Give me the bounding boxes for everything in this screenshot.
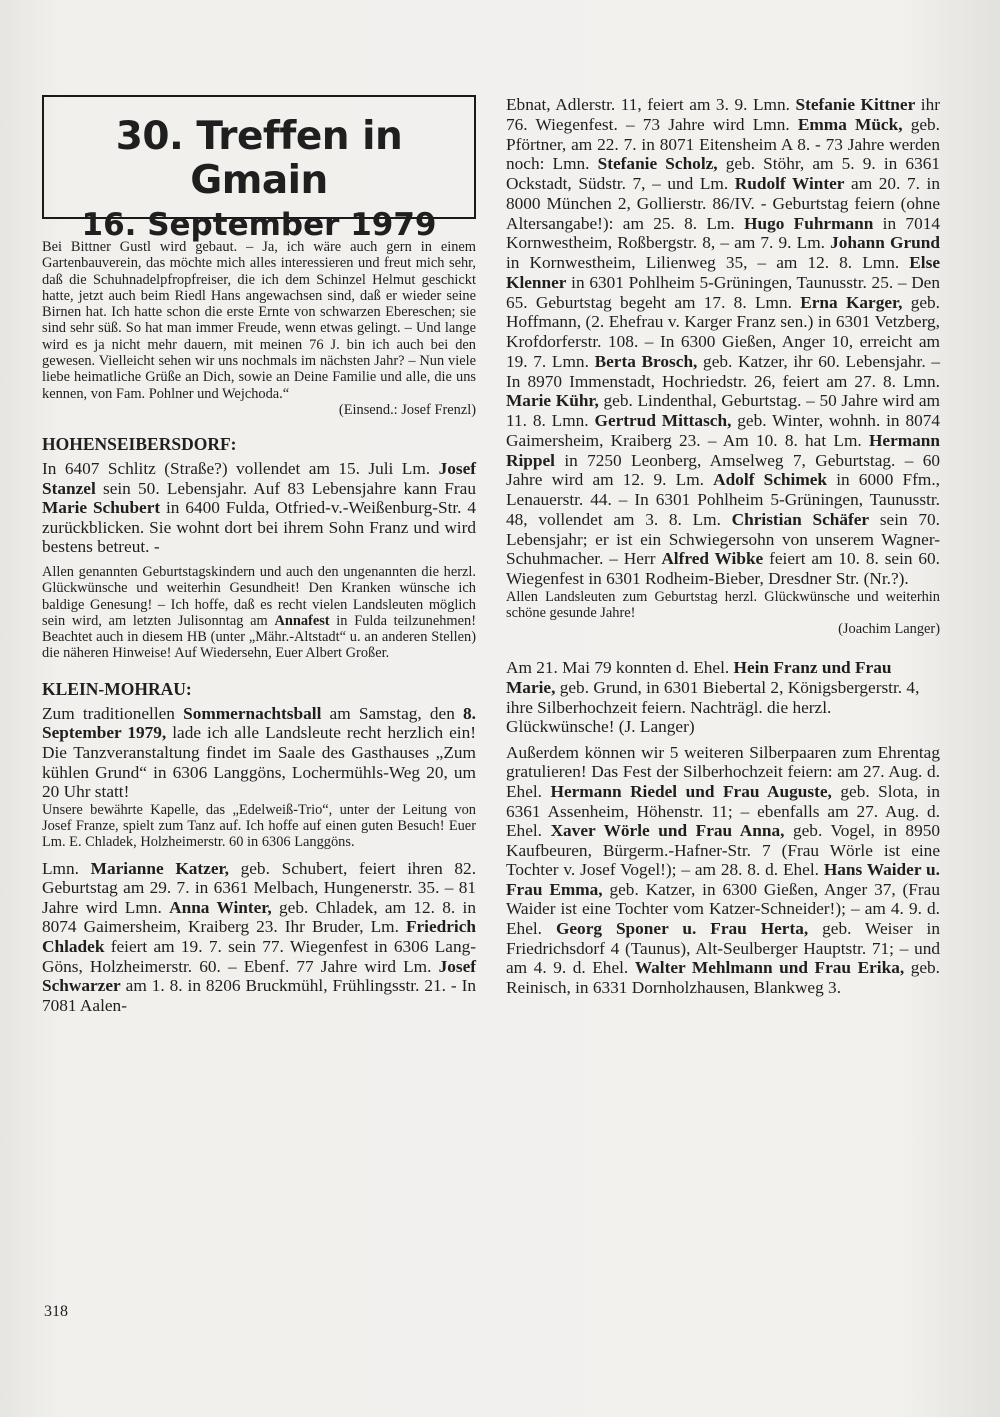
birthday-greeting: Allen Landsleuten zum Geburtstag herzl. Glückwünsche und weiterhin schöne gesunde Jahre! bbox=[506, 588, 940, 622]
klein-mohrau-band-note: Unsere bewährte Kapelle, das „Edelweiß-Trio“, unter der Leitung von Josef Franze, spielt zum Tanz auf. Ich hoffe auf einen guten Besuch! Euer Lm. E. Chladek, Holzheimerstr. 60 in 6306 Langgöns. bbox=[42, 801, 476, 851]
person-name: Josef Stanzel bbox=[42, 458, 476, 498]
birthday-signature: (Joachim Langer) bbox=[838, 621, 940, 638]
silver-wedding-hein: Am 21. Mai 79 konnten d. Ehel. Hein Franz und Frau Marie, geb. Grund, in 6301 Biebertal 2, Königsbergerstr. 4, ihre Silberhochzeit feiern. Nachträgl. die herzl. Glückwünsche! (J. Langer) bbox=[506, 658, 920, 737]
left-column bbox=[42, 95, 476, 1015]
hohenseibersdorf-greetings: Allen genannten Geburtstagskindern und auch den ungenannten die herzl. Glückwünsche und weiterhin Gesundheit! Den Kranken wünsche ich baldige Genesung! – Ich hoffe, daß es recht vielen Landsleuten möglich sein wird, am letzten Julisonntag am Annafest in Fulda teilzunehmen! Beachtet auch in diesem HB (unter „Mähr.-Altstadt“ u. an anderen Stellen) die näheren Hinweise! Auf Wiedersehn, Euer Albert Großer. bbox=[42, 563, 476, 662]
right-column bbox=[506, 95, 940, 997]
section-heading-klein-mohrau: KLEIN-MOHRAU: bbox=[42, 678, 192, 699]
event-name: Sommernachtsball bbox=[183, 703, 322, 723]
klein-mohrau-invitation: Zum traditionellen Sommernachtsball am Samstag, den 8. September 1979, lade ich alle Landsleute recht herzlich ein! Die Tanzveranstaltung findet im Saale des Gasthauses „Zum kühlen Grund“ in 6306 Langgöns, Lochermühls-Weg 20, um 20 Uhr statt! bbox=[42, 703, 476, 802]
intro-letter: Bei Bittner Gustl wird gebaut. – Ja, ich wäre auch gern in einem Gartenbauverein, das möchte mich alles interessieren und freut mich sehr, daß die Schuhnadelpfropfreiser, die ich dem Schinzel Helmut geschickt hatte, jetzt auch beim Riedl Hans angewachsen sind, daß er wieder seine Birnen hat. Ich hatte schon die erste Ernte von schwarzen Ebereschen; sie sind sehr süß. So hat man immer Freude, wenn etwas gelingt. – Und lange wird es ja nicht mehr dauern, mit meinen 76 J. bin ich auch bei den gewesen. Vielleicht sehen wir uns nochmals im nächsten Jahr? – Nun viele liebe heimatliche Grüße an Dich, sowie an Deine Familie und alle, die uns kennen, von Fam. Pohlner und Wejchoda.“ bbox=[42, 239, 476, 402]
headline-date: 16. September 1979 bbox=[81, 207, 437, 243]
headline-box bbox=[42, 95, 476, 243]
section-heading-hohenseibersdorf: HOHENSEIBERSDORF: bbox=[42, 433, 237, 454]
intro-signature: (Einsend.: Josef Frenzl) bbox=[338, 401, 476, 418]
headline-title: 30. Treffen in Gmain bbox=[115, 114, 403, 203]
page-number: 318 bbox=[44, 1303, 68, 1320]
event-name: Annafest bbox=[274, 612, 330, 629]
silver-wedding-list: Außerdem können wir 5 weiteren Silberpaaren zum Ehrentag gratulieren! Das Fest der Silberhochzeit feiern: am 27. Aug. d. Ehel. Hermann Riedel und Frau Auguste, geb. Slota, in 6361 Assenheim, Höhenstr. 11; – ebenfalls am 27. Aug. d. Ehel. Xaver Wörle und Frau Anna, geb. Vogel, in 8950 Kaufbeuren, Bürgerm.-Hafner-Str. 7 (Frau Wörle ist eine Tochter v. Josef Vogel!); – am 28. 8. d. Ehel. Hans Waider u. Frau Emma, geb. Katzer, in 6300 Gießen, Anger 37, (Frau Waider ist eine Tochter vom Katzer-Schneider!); – am 4. 9. d. Ehel. Georg Sponer u. Frau Herta, geb. Weiser in Friedrichsdorf 4 (Taunus), Alt-Seulberger Hauptstr. 71; – und am 4. 9. d. Ehel. Walter Mehlmann und Frau Erika, geb. Reinisch, in 6331 Dornholzhausen, Blankweg 3. bbox=[506, 742, 940, 997]
event-date: 8. September 1979, bbox=[42, 703, 476, 743]
klein-mohrau-birthdays: Lmn. Marianne Katzer, geb. Schubert, feiert ihren 82. Geburtstag am 29. 7. in 6361 Melbach, Hungenerstr. 35. – 81 Jahre wird Lmn. Anna Winter, geb. Chladek, am 12. 8. in 8074 Gaimersheim, Kraiberg 23. Ihr Bruder, Lm. Friedrich Chladek feiert am 19. 7. sein 77. Wiegenfest in 6306 Lang-Göns, Holzheimerstr. 60. – Ebenf. 77 Jahre wird Lm. Josef Schwarzer am 1. 8. in 8206 Bruckmühl, Frühlingsstr. 21. - In 7081 Aalen- bbox=[42, 858, 477, 1015]
person-name: Marie Schubert bbox=[42, 498, 161, 518]
birthday-list: Ebnat, Adlerstr. 11, feiert am 3. 9. Lmn. Stefanie Kittner ihr 76. Wiegenfest. – 73 Jahre wird Lmn. Emma Mück, geb. Pförtner, am 22. 7. in 8071 Eitensheim A 8. - 73 Jahre werden noch: Lmn. Stefanie Scholz, geb. Stöhr, am 5. 9. in 6361 Ockstadt, Südstr. 7, – und Lm. Rudolf Winter am 20. 7. in 8000 München 2, Gollierstr. 86/IV. - Geburtstag feiern (ohne Altersangabe!): am 25. 8. Lm. Hugo Fuhrmann in 7014 Kornwestheim, Roßbergstr. 8, – am 7. 9. Lm. Johann Grund in Kornwestheim, Lilienweg 35, – am 12. 8. Lmn. Else Klenner in 6301 Pohlheim 5-Grüningen, Taunusstr. 25. – Den 65. Geburtstag begeht am 17. 8. Lmn. Erna Karger, geb. Hoffmann, (2. Ehefrau v. Karger Franz sen.) in 6301 Vetzberg, Krofdorferstr. 108. – In 6300 Gießen, Anger 10, erreicht am 19. 7. Lmn. Berta Brosch, geb. Katzer, ihr 60. Lebensjahr. – In 8970 Immenstadt, Hochriedstr. 26, feiert am 27. 8. Lmn. Marie Kühr, geb. Lindenthal, Geburtstag. – 50 Jahre wird am 11. 8. Lmn. Gertrud Mittasch, geb. Winter, wohnh. in 8074 Gaimersheim, Kraiberg 23. – Am 10. 8. hat Lm. Hermann Rippel in 7250 Leonberg, Amselweg 7, Geburtstag. – 60 Jahre wird am 12. 9. Lm. Adolf Schimek in 6000 Ffm., Lenauerstr. 44. – In 6301 Pohlheim 5-Grüningen, Taunusstr. 48, vollendet am 3. 8. Lm. Christian Schäfer sein 70. Lebensjahr; er ist ein Schwiegersohn von unserem Wagner-Schuhmacher. – Herr Alfred Wibke feiert am 10. 8. sein 60. Wiegenfest in 6301 Rodheim-Bieber, Dresdner Str. (Nr.?). bbox=[506, 95, 941, 588]
hohenseibersdorf-birthdays: In 6407 Schlitz (Straße?) vollendet am 15. Juli Lm. Josef Stanzel sein 50. Lebensjahr. Auf 83 Lebensjahre kann Frau Marie Schubert in 6400 Fulda, Otfried-v.-Weißenburg-Str. 4 zurückblicken. Sie wohnt dort bei ihrem Sohn Franz und wird bestens betreut. - bbox=[42, 458, 476, 557]
